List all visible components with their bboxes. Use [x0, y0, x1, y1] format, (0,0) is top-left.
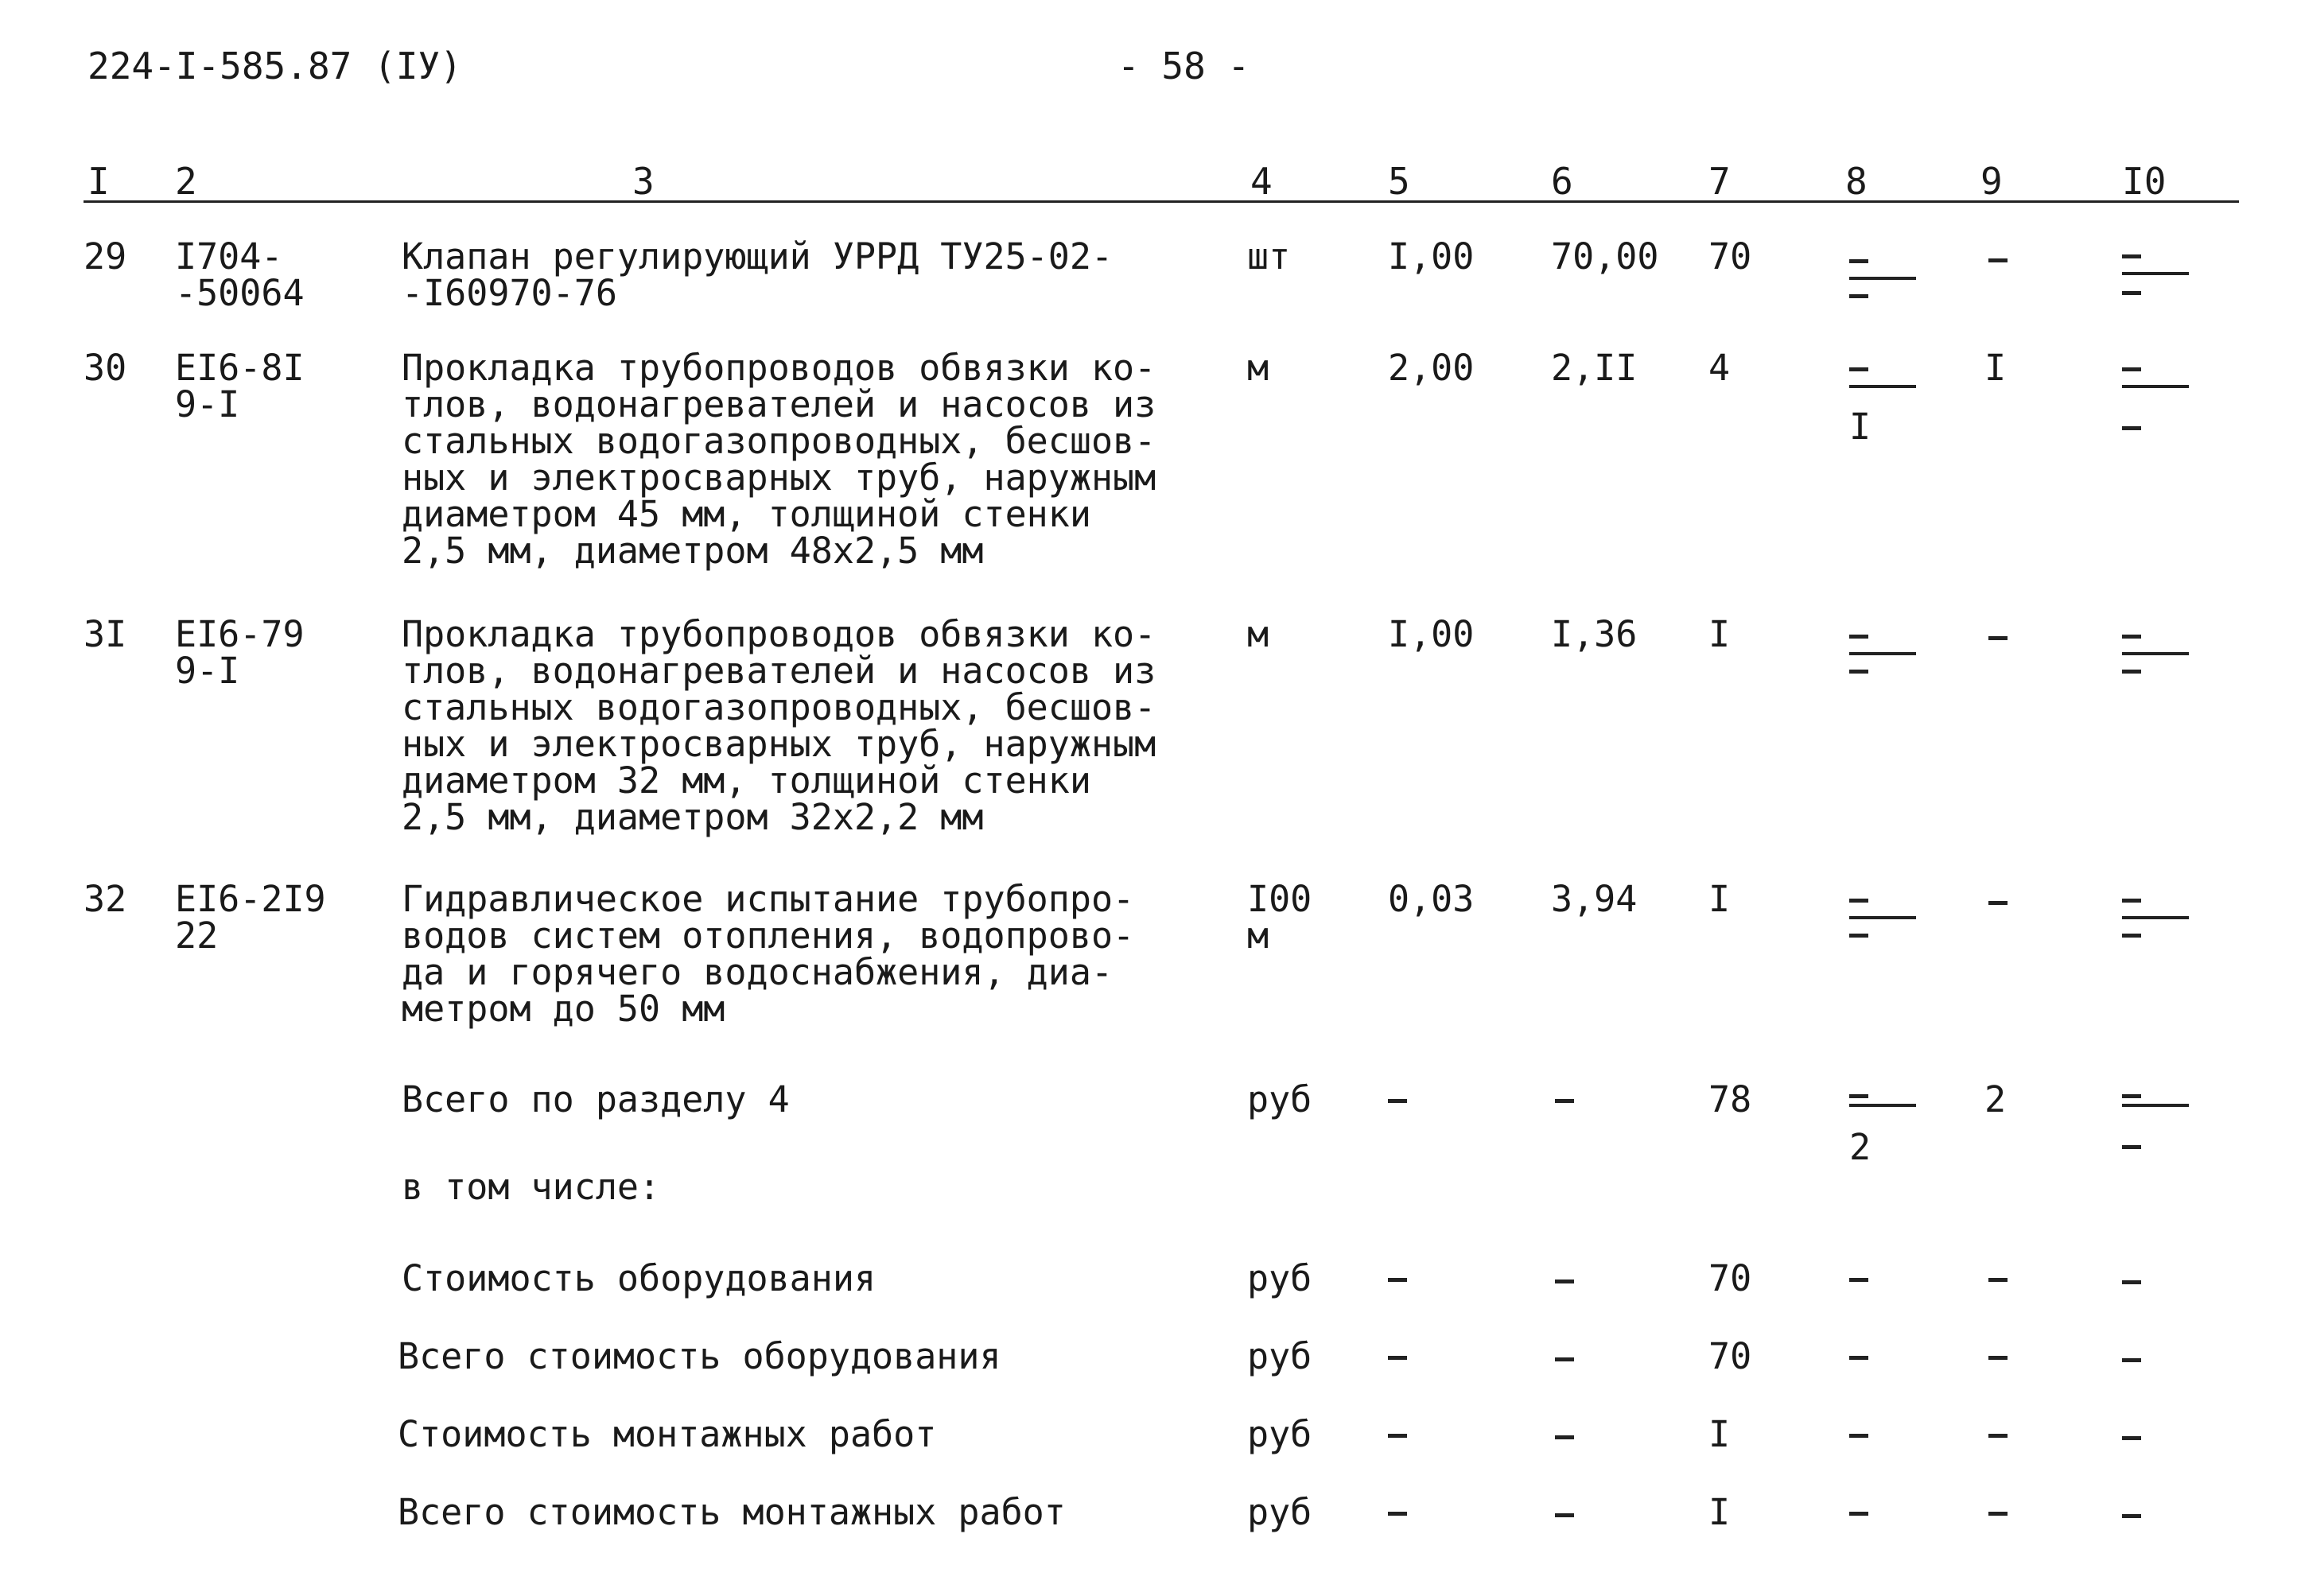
row-number: 32	[84, 878, 127, 920]
dash-mark	[1849, 1434, 1868, 1438]
column-header-7: 7	[1708, 160, 1731, 203]
summary-line-col10	[2122, 1260, 2144, 1296]
dash-mark	[1555, 1357, 1574, 1361]
row-unit: м	[1247, 347, 1269, 389]
fraction-top	[2122, 892, 2144, 928]
section-total-col9: 2	[1984, 1078, 2007, 1120]
row-code: EI6-8I 9-I	[175, 347, 305, 425]
fraction-bottom	[2122, 663, 2144, 699]
dash-mark	[2122, 1436, 2141, 1440]
row-code: EI6-2I9 22	[175, 878, 326, 957]
row-total: 4	[1708, 347, 1731, 389]
dash-mark	[2122, 1094, 2141, 1098]
dash-mark	[1849, 1512, 1868, 1516]
summary-line-label: Стоимость оборудования	[402, 1257, 876, 1299]
dash-mark	[1555, 1435, 1574, 1439]
column-header-5: 5	[1388, 160, 1410, 203]
header-rule	[84, 200, 2239, 203]
including-label: в том числе:	[402, 1166, 661, 1208]
dash-mark	[1988, 1356, 2008, 1360]
fraction-bottom	[1849, 283, 1871, 319]
fraction-bar	[2122, 1104, 2189, 1107]
row-col10-fraction	[2122, 248, 2202, 336]
column-header-2: 2	[175, 160, 197, 203]
row-number: 30	[84, 347, 127, 389]
summary-line-col6	[1551, 1494, 1572, 1530]
summary-line-col6	[1551, 1416, 1572, 1452]
row-quantity: I,00	[1388, 235, 1475, 278]
row-col9	[1984, 239, 2006, 274]
row-price: 70,00	[1551, 235, 1659, 278]
summary-line-unit: руб	[1247, 1257, 1312, 1299]
summary-line-unit: руб	[1247, 1413, 1312, 1455]
summary-line-label: Всего стоимость оборудования	[398, 1335, 1001, 1377]
summary-line-col7: 70	[1708, 1335, 1752, 1377]
fraction-top	[1849, 359, 1871, 395]
dash-mark	[1988, 1512, 2008, 1516]
summary-line-label: Всего стоимость монтажных работ	[398, 1491, 1066, 1533]
fraction-bar	[1849, 1104, 1916, 1107]
dash-mark	[1388, 1356, 1407, 1360]
column-header-3: 3	[632, 160, 655, 203]
fraction-bottom: I	[1849, 406, 1872, 448]
column-header-9: 9	[1980, 160, 2003, 203]
dash-mark	[1849, 1094, 1868, 1098]
row-unit: шт	[1247, 235, 1291, 278]
section-total-label: Всего по разделу 4	[402, 1078, 790, 1120]
dash-mark	[1555, 1099, 1574, 1103]
row-total: I	[1708, 878, 1731, 920]
column-header-1: I	[87, 160, 110, 203]
summary-line-label: Стоимость монтажных работ	[398, 1413, 937, 1455]
summary-line-col10	[2122, 1494, 2144, 1530]
dash-mark	[1849, 899, 1868, 903]
row-price: 3,94	[1551, 878, 1638, 920]
row-code: I704- -50064	[175, 235, 305, 314]
row-col9	[1984, 616, 2006, 652]
dash-mark	[2122, 367, 2141, 371]
dash-mark	[1849, 1356, 1868, 1360]
summary-line-unit: руб	[1247, 1491, 1312, 1533]
fraction-bottom	[1849, 927, 1871, 963]
row-code: EI6-79 9-I	[175, 613, 305, 692]
summary-line-unit: руб	[1247, 1335, 1312, 1377]
row-total: I	[1708, 613, 1731, 655]
summary-line-col7: I	[1708, 1491, 1731, 1533]
row-number: 3I	[84, 613, 127, 655]
column-header-6: 6	[1551, 160, 1573, 203]
fraction-top	[2122, 628, 2144, 664]
column-header-4: 4	[1250, 160, 1273, 203]
dash-mark	[1555, 1280, 1574, 1283]
fraction-bar	[1849, 385, 1916, 388]
section-total-unit: руб	[1247, 1078, 1312, 1120]
fraction-top	[1849, 892, 1871, 928]
dash-mark	[2122, 635, 2141, 639]
dash-mark	[1555, 1513, 1574, 1517]
row-description: Гидравлическое испытание трубопро- водов систем отопления, водопрово- да и горячего водоснабжения, диа- метром до 50 мм	[402, 878, 1135, 1030]
fraction-bottom	[1849, 663, 1871, 699]
fraction-top	[2122, 359, 2144, 395]
row-price: 2,II	[1551, 347, 1638, 389]
row-col9	[1984, 881, 2006, 917]
dash-mark	[1388, 1434, 1407, 1438]
dash-mark	[2122, 899, 2141, 903]
dash-mark	[1988, 258, 2008, 262]
dash-mark	[2122, 1280, 2141, 1284]
row-number: 29	[84, 235, 127, 278]
dash-mark	[1988, 1278, 2008, 1282]
section-total-col10-fraction	[2122, 1089, 2202, 1177]
row-col10-fraction	[2122, 628, 2202, 716]
dash-mark	[1988, 1434, 2008, 1438]
dash-mark	[2122, 1358, 2141, 1362]
summary-line-col6	[1551, 1260, 1572, 1296]
row-col8-fraction	[1849, 628, 1929, 716]
fraction-bottom: 2	[1849, 1126, 1872, 1168]
fraction-bottom	[2122, 1129, 2144, 1165]
fraction-bar	[2122, 385, 2189, 388]
row-col8-fraction	[1849, 892, 1929, 980]
summary-line-col10	[2122, 1416, 2144, 1452]
row-quantity: I,00	[1388, 613, 1475, 655]
row-col10-fraction	[2122, 892, 2202, 980]
dash-mark	[1849, 635, 1868, 639]
column-header-8: 8	[1845, 160, 1868, 203]
summary-line-col7: I	[1708, 1413, 1731, 1455]
row-quantity: 2,00	[1388, 347, 1475, 389]
fraction-bar	[2122, 652, 2189, 655]
summary-line-col10	[2122, 1338, 2144, 1374]
fraction-bottom	[2122, 927, 2144, 963]
dash-mark	[2122, 1514, 2141, 1518]
row-col8-fraction	[1849, 359, 1929, 447]
dash-mark	[1849, 367, 1868, 371]
row-description: Прокладка трубопроводов обвязки ко- тлов, водонагревателей и насосов из стальных водогазопроводных, бесшов- ных и электросварных труб, наружным диаметром 45 мм, толщиной стенки 2,5 мм, диаметром 48х2,5 мм	[402, 347, 1156, 572]
fraction-bar	[2122, 272, 2189, 275]
summary-line-col7: 70	[1708, 1257, 1752, 1299]
row-col8-fraction	[1849, 248, 1929, 336]
dash-mark	[2122, 254, 2141, 258]
dash-mark	[1388, 1099, 1407, 1103]
dash-mark	[1388, 1278, 1407, 1282]
column-header-10: I0	[2122, 160, 2167, 203]
fraction-bottom	[2122, 283, 2144, 319]
document-code: 224-I-585.87 (IУ)	[87, 45, 462, 87]
row-quantity: 0,03	[1388, 878, 1475, 920]
row-total: 70	[1708, 235, 1752, 278]
fraction-bottom	[2122, 409, 2144, 445]
dash-mark	[1388, 1512, 1407, 1516]
row-unit: I00 м	[1247, 878, 1312, 957]
page-number: - 58 -	[1117, 45, 1250, 87]
dash-mark	[1849, 1278, 1868, 1282]
row-col10-fraction	[2122, 359, 2202, 447]
row-description: Прокладка трубопроводов обвязки ко- тлов, водонагревателей и насосов из стальных водогазопроводных, бесшов- ных и электросварных труб, наружным диаметром 32 мм, толщиной стенки 2,5 мм, диаметром 32х2,2 мм	[402, 613, 1156, 838]
summary-line-col6	[1551, 1338, 1572, 1374]
fraction-bar	[1849, 916, 1916, 919]
dash-mark	[1988, 636, 2008, 640]
dash-mark	[1988, 901, 2008, 905]
section-total-col8-fraction	[1849, 1089, 1929, 1177]
fraction-top	[2122, 248, 2144, 284]
fraction-top	[1849, 628, 1871, 664]
row-price: I,36	[1551, 613, 1638, 655]
fraction-bar	[2122, 916, 2189, 919]
section-total-col7: 78	[1708, 1078, 1752, 1120]
row-description: Клапан регулирующий УРРД ТУ25-02- -I60970-76	[402, 235, 1114, 314]
row-col9: I	[1984, 347, 2007, 389]
dash-mark	[1849, 259, 1868, 263]
row-unit: м	[1247, 613, 1269, 655]
fraction-bar	[1849, 652, 1916, 655]
